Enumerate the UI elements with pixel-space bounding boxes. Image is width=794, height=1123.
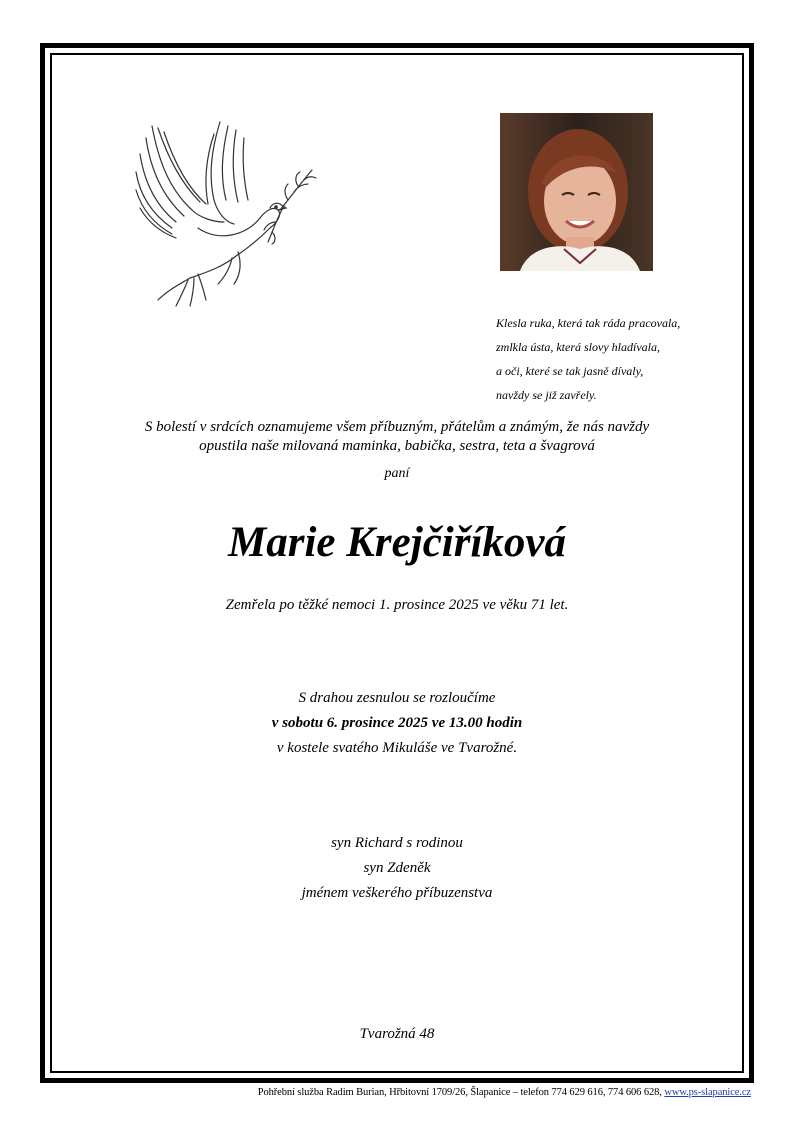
address: Tvarožná 48 [359,1026,435,1042]
farewell-place: v kostele svatého Mikuláše ve Tvarožné. [276,740,518,756]
poem-line: navždy se již zavřely. [496,388,597,402]
family-signature [60,831,734,906]
portrait-photo [500,113,653,271]
death-notice: Zemřela po těžké nemoci 1. prosince 2025 ve věku 71 let. [225,597,569,613]
website-link[interactable]: www.ps-slapanice.cz [664,1087,751,1098]
deceased-name: Marie Krejčiříková [228,519,566,566]
poem-line: Klesla ruka, která tak ráda pracovala, [496,316,681,330]
footer-text: Pohřební služba Radim Burian, Hřbitovní 1709/26, Šlapanice – telefon 774 629 616, 774 606 628, [257,1087,665,1098]
dove-icon [128,118,318,310]
poem-line: a oči, které se tak jasně dívaly, [496,364,644,378]
farewell-date: v sobotu 6. prosince 2025 ve 13.00 hodin [271,715,523,731]
announcement [60,418,734,456]
announcement-line: S bolestí v srdcích oznamujeme všem příbuzným, přátelům a známým, že nás navždy [144,419,650,435]
announcement-line: opustila naše milovaná maminka, babička, sestra, teta a švagrová [199,438,595,454]
family-line: syn Richard s rodinou [331,835,463,851]
poem [496,311,680,407]
farewell-line: S drahou zesnulou se rozloučíme [298,690,496,706]
poem-line: zmlkla ústa, která slovy hladívala, [496,340,660,354]
honorific: paní [384,466,410,481]
family-line: jménem veškerého příbuzenstva [301,885,493,901]
family-line: syn Zdeněk [363,860,431,876]
farewell-info [60,686,734,761]
footer [258,1087,751,1098]
